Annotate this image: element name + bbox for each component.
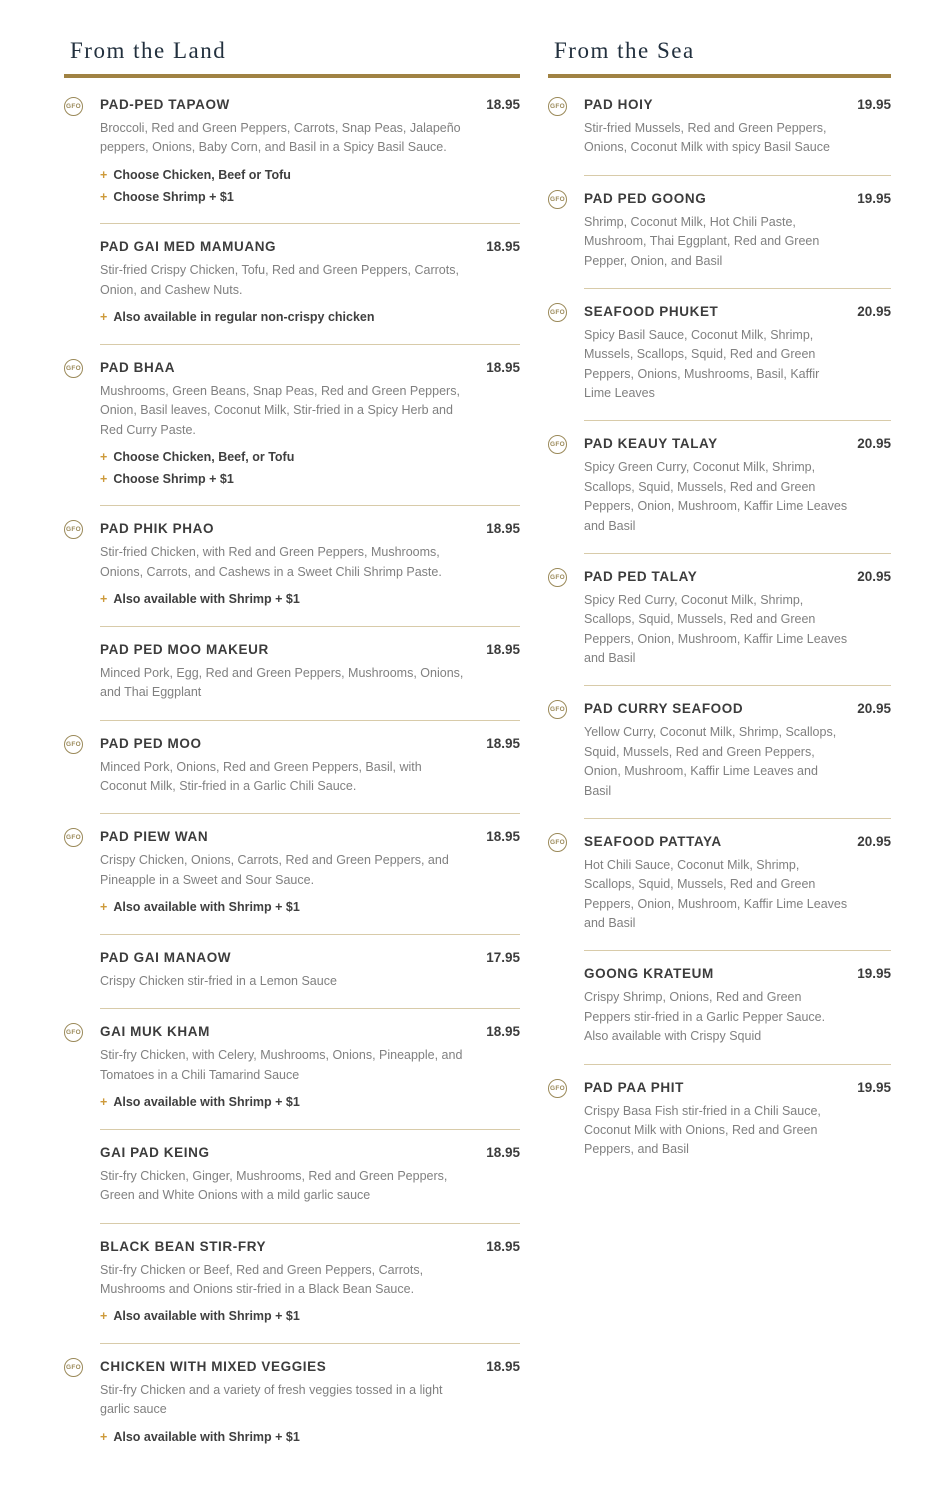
item-name: BLACK BEAN STIR-FRY — [100, 1238, 267, 1254]
item-price: 19.95 — [857, 1079, 891, 1095]
item-name: PAD-PED TAPAOW — [100, 97, 230, 112]
gfo-badge: GFO — [64, 1023, 83, 1042]
gfo-badge: GFO — [64, 97, 83, 116]
badge-column — [548, 950, 584, 1063]
item-content — [100, 82, 520, 223]
item-options — [100, 1307, 520, 1326]
gfo-badge: GFO — [548, 833, 567, 852]
plus-icon: + — [100, 471, 108, 486]
item-description: Yellow Curry, Coconut Milk, Shrimp, Scallops, Squid, Mussels, Red and Green Peppers, Onion, Mushroom, Kaffir Lime Leaves and Basil — [584, 725, 837, 798]
gfo-badge: GFO — [64, 520, 83, 539]
item-name: GOONG KRATEUM — [584, 966, 714, 982]
gfo-badge: GFO — [548, 568, 567, 587]
item-description: Crispy Chicken stir-fried in a Lemon Sauce — [100, 973, 337, 988]
option-label: Choose Shrimp + $1 — [113, 471, 234, 486]
item-price: 18.95 — [486, 1024, 520, 1040]
plus-icon: + — [100, 592, 108, 607]
item-header — [584, 304, 891, 319]
item-header — [100, 239, 520, 254]
item-description: Stir-fry Chicken, with Celery, Mushrooms, Onions, Pineapple, and Tomatoes in a Chili Tamarind Sauce — [100, 1048, 463, 1082]
badge-column — [64, 813, 100, 934]
item-content — [100, 1343, 520, 1464]
item-description: Stir-fry Chicken, Ginger, Mushrooms, Red and Green Peppers, Green and White Onions with a mild garlic sauce — [100, 1168, 448, 1203]
item-description: Crispy Chicken, Onions, Carrots, Red and Green Peppers, and Pineapple in a Sweet and Sour Sauce. — [100, 853, 449, 887]
option-label: Choose Shrimp + $1 — [113, 189, 234, 204]
gfo-badge: GFO — [64, 359, 83, 378]
item-price: 19.95 — [857, 97, 891, 112]
item-description: Stir-fried Mussels, Red and Green Peppers, Onions, Coconut Milk with spicy Basil Sauce — [584, 121, 830, 155]
gfo-badge: GFO — [64, 1358, 83, 1377]
gfo-badge: GFO — [548, 97, 567, 116]
menu-item — [548, 288, 891, 421]
menu-item — [548, 175, 891, 288]
item-price: 18.95 — [486, 1238, 520, 1254]
item-name: PAD KEAUY TALAY — [584, 436, 718, 452]
item-header — [100, 521, 520, 536]
menu-item — [548, 420, 891, 553]
item-content — [584, 1064, 891, 1177]
item-content — [100, 505, 520, 626]
badge-column — [548, 1064, 584, 1177]
item-options — [100, 590, 520, 609]
item-header — [584, 966, 891, 981]
item-description: Crispy Basa Fish stir-fried in a Chili Sauce, Coconut Milk with Onions, Red and Green Peppers, and Basil — [584, 1103, 821, 1157]
item-header — [584, 701, 891, 716]
gfo-badge: GFO — [64, 735, 83, 754]
item-header — [584, 436, 891, 451]
badge-column — [64, 1223, 100, 1344]
item-description: Spicy Red Curry, Coconut Milk, Shrimp, Scallops, Squid, Mussels, Red and Green Peppers, Onion, Mushroom, Kaffir Lime Leaves and Basil — [584, 592, 848, 665]
item-content — [584, 82, 891, 175]
item-price: 18.95 — [486, 829, 520, 845]
item-description: Stir-fried Chicken, with Red and Green Peppers, Mushrooms, Onions, Carrots, and Cashews in a Sweet Chili Shrimp Paste. — [100, 545, 442, 579]
item-option — [100, 1428, 520, 1447]
item-header — [100, 1145, 520, 1160]
menu-item — [64, 1129, 520, 1223]
badge-column — [64, 82, 100, 223]
item-price: 18.95 — [486, 239, 520, 255]
menu-item — [548, 950, 891, 1063]
item-description: Spicy Basil Sauce, Coconut Milk, Shrimp, Mussels, Scallops, Squid, Red and Green Peppers, Onions, Mushrooms, Basil, Kaffir Lime Leaves — [584, 327, 820, 400]
option-label: Also available with Shrimp + $1 — [113, 1309, 300, 1324]
item-content — [584, 950, 891, 1063]
item-name: PAD CURRY SEAFOOD — [584, 701, 744, 717]
menu-item — [64, 813, 520, 934]
item-name: GAI MUK KHAM — [100, 1024, 210, 1040]
item-description: Stir-fry Chicken or Beef, Red and Green Peppers, Carrots, Mushrooms and Onions stir-fried in a Black Bean Sauce. — [100, 1262, 424, 1296]
menu-item — [548, 82, 891, 175]
item-name: PAD GAI MANAOW — [100, 949, 232, 965]
plus-icon: + — [100, 900, 108, 915]
item-content — [100, 626, 520, 720]
item-content — [100, 720, 520, 814]
item-content — [584, 175, 891, 288]
item-price: 18.95 — [486, 359, 520, 375]
badge-column — [64, 626, 100, 720]
item-description: Stir-fried Crispy Chicken, Tofu, Red and Green Peppers, Carrots, Onion, and Cashew Nuts. — [100, 263, 459, 297]
item-content — [100, 1008, 520, 1129]
item-list — [548, 82, 891, 1177]
badge-column — [548, 288, 584, 421]
item-name: PAD PED MOO MAKEUR — [100, 641, 269, 657]
badge-column — [64, 1129, 100, 1223]
menu-item — [548, 818, 891, 951]
item-price: 20.95 — [857, 303, 891, 319]
option-label: Also available with Shrimp + $1 — [113, 1429, 300, 1444]
section-heading-rule — [64, 74, 520, 78]
item-header — [584, 97, 891, 112]
plus-icon: + — [100, 449, 108, 464]
item-option — [100, 448, 520, 467]
item-description: Broccoli, Red and Green Peppers, Carrots, Snap Peas, Jalapeño peppers, Onions, Baby Corn, and Basil in a Spicy Basil Sauce. — [100, 121, 461, 155]
item-name: PAD HOIY — [584, 97, 654, 112]
item-options — [100, 1093, 520, 1112]
item-option — [100, 1093, 520, 1112]
item-options — [100, 166, 520, 207]
item-description: Shrimp, Coconut Milk, Hot Chili Paste, Mushroom, Thai Eggplant, Red and Green Pepper, Onion, and Basil — [584, 214, 820, 268]
item-options — [100, 898, 520, 917]
item-description: Spicy Green Curry, Coconut Milk, Shrimp, Scallops, Squid, Mussels, Red and Green Peppers, Onion, Mushroom, Kaffir Lime Leaves and Basil — [584, 460, 848, 533]
item-description: Hot Chili Sauce, Coconut Milk, Shrimp, Scallops, Squid, Mussels, Red and Green Peppers, Onion, Mushroom, Kaffir Lime Leaves and Basil — [584, 857, 848, 930]
plus-icon: + — [100, 1095, 108, 1109]
item-price: 18.95 — [486, 641, 520, 657]
item-content — [100, 344, 520, 506]
item-header — [100, 360, 520, 375]
gfo-badge: GFO — [64, 828, 83, 847]
menu-item — [64, 1223, 520, 1344]
gfo-badge: GFO — [548, 700, 567, 719]
menu-item — [64, 1343, 520, 1464]
item-name: PAD PED TALAY — [584, 568, 698, 584]
item-content — [100, 934, 520, 1008]
item-content — [100, 1223, 520, 1344]
item-content — [584, 685, 891, 818]
item-price: 18.95 — [486, 1144, 520, 1160]
badge-column — [548, 175, 584, 288]
item-option — [100, 1307, 520, 1326]
item-price: 20.95 — [857, 436, 891, 452]
option-label: Choose Chicken, Beef or Tofu — [113, 167, 291, 182]
menu-item — [548, 553, 891, 686]
item-header — [584, 1080, 891, 1095]
item-name: PAD PAA PHIT — [584, 1079, 684, 1095]
item-description: Minced Pork, Onions, Red and Green Peppers, Basil, with Coconut Milk, Stir-fried in a Garlic Chili Sauce. — [100, 759, 422, 793]
item-name: SEAFOOD PATTAYA — [584, 833, 722, 849]
gfo-badge: GFO — [548, 190, 567, 209]
option-label: Choose Chicken, Beef, or Tofu — [113, 449, 295, 464]
item-price: 18.95 — [486, 521, 520, 537]
item-name: PAD PIEW WAN — [100, 829, 209, 845]
item-price: 19.95 — [857, 966, 891, 982]
item-header — [100, 1024, 520, 1039]
section-title: From the Land — [70, 38, 227, 63]
item-header — [584, 569, 891, 584]
item-option — [100, 308, 520, 327]
item-header — [100, 1239, 520, 1254]
option-label: Also available with Shrimp + $1 — [113, 1095, 300, 1109]
gfo-badge: GFO — [548, 303, 567, 322]
item-price: 17.95 — [486, 949, 520, 965]
menu-item — [64, 505, 520, 626]
menu-item — [64, 720, 520, 814]
item-header — [100, 642, 520, 657]
option-label: Also available in regular non-crispy chicken — [113, 310, 375, 324]
badge-column — [64, 223, 100, 344]
item-header — [584, 834, 891, 849]
badge-column — [64, 1343, 100, 1464]
item-content — [100, 1129, 520, 1223]
item-price: 19.95 — [857, 190, 891, 206]
plus-icon: + — [100, 189, 108, 204]
badge-column — [64, 505, 100, 626]
item-description: Mushrooms, Green Beans, Snap Peas, Red and Green Peppers, Onion, Basil leaves, Coconut Milk, Stir-fried in a Spicy Herb and Red Curry Paste. — [100, 383, 460, 437]
item-header — [100, 736, 520, 751]
item-content — [584, 420, 891, 553]
item-name: SEAFOOD PHUKET — [584, 303, 719, 319]
gfo-badge: GFO — [548, 435, 567, 454]
menu-item — [64, 1008, 520, 1129]
badge-column — [548, 685, 584, 818]
item-list — [64, 82, 520, 1464]
item-price: 18.95 — [486, 735, 520, 751]
section-from-the-sea — [548, 38, 891, 1464]
item-option — [100, 166, 520, 185]
item-content — [584, 288, 891, 421]
item-name: PAD BHAA — [100, 359, 176, 375]
item-options — [100, 1428, 520, 1447]
badge-column — [548, 553, 584, 686]
menu-item — [548, 1064, 891, 1177]
section-title: From the Sea — [554, 38, 695, 63]
item-header — [100, 1359, 520, 1374]
item-price: 18.95 — [486, 97, 520, 112]
option-label: Also available with Shrimp + $1 — [113, 592, 300, 607]
item-name: PAD GAI MED MAMUANG — [100, 239, 277, 255]
badge-column — [64, 934, 100, 1008]
item-name: PAD PHIK PHAO — [100, 521, 215, 537]
item-price: 18.95 — [486, 1359, 520, 1374]
option-label: Also available with Shrimp + $1 — [113, 900, 300, 915]
plus-icon: + — [100, 310, 108, 324]
item-price: 20.95 — [857, 701, 891, 717]
item-option — [100, 898, 520, 917]
badge-column — [548, 82, 584, 175]
badge-column — [64, 1008, 100, 1129]
badge-column — [64, 344, 100, 506]
item-option — [100, 188, 520, 207]
item-options — [100, 308, 520, 327]
item-content — [100, 223, 520, 344]
menu-item — [64, 934, 520, 1008]
plus-icon: + — [100, 167, 108, 182]
item-price: 20.95 — [857, 568, 891, 584]
item-content — [100, 813, 520, 934]
item-name: PAD PED GOONG — [584, 190, 707, 206]
menu-item — [64, 82, 520, 223]
badge-column — [548, 818, 584, 951]
menu-item — [64, 344, 520, 506]
plus-icon: + — [100, 1429, 108, 1444]
item-name: PAD PED MOO — [100, 735, 202, 751]
item-header — [100, 829, 520, 844]
item-name: CHICKEN WITH MIXED VEGGIES — [100, 1359, 327, 1374]
section-from-the-land — [64, 38, 520, 1464]
item-option — [100, 590, 520, 609]
item-header — [100, 950, 520, 965]
menu-item — [64, 626, 520, 720]
item-description: Minced Pork, Egg, Red and Green Peppers, Mushrooms, Onions, and Thai Eggplant — [100, 665, 464, 700]
gfo-badge: GFO — [548, 1079, 567, 1098]
plus-icon: + — [100, 1309, 108, 1324]
menu-item — [64, 223, 520, 344]
item-description: Stir-fry Chicken and a variety of fresh veggies tossed in a light garlic sauce — [100, 1383, 443, 1417]
badge-column — [64, 720, 100, 814]
item-price: 20.95 — [857, 833, 891, 849]
item-header — [584, 191, 891, 206]
menu-item — [548, 685, 891, 818]
item-option — [100, 470, 520, 489]
section-heading-rule — [548, 74, 891, 78]
item-options — [100, 448, 520, 489]
item-content — [584, 818, 891, 951]
item-description: Crispy Shrimp, Onions, Red and Green Peppers stir-fried in a Garlic Pepper Sauce. Also available with Crispy Squid — [584, 990, 826, 1044]
item-name: GAI PAD KEING — [100, 1144, 210, 1160]
badge-column — [548, 420, 584, 553]
item-header — [100, 97, 520, 112]
item-content — [584, 553, 891, 686]
